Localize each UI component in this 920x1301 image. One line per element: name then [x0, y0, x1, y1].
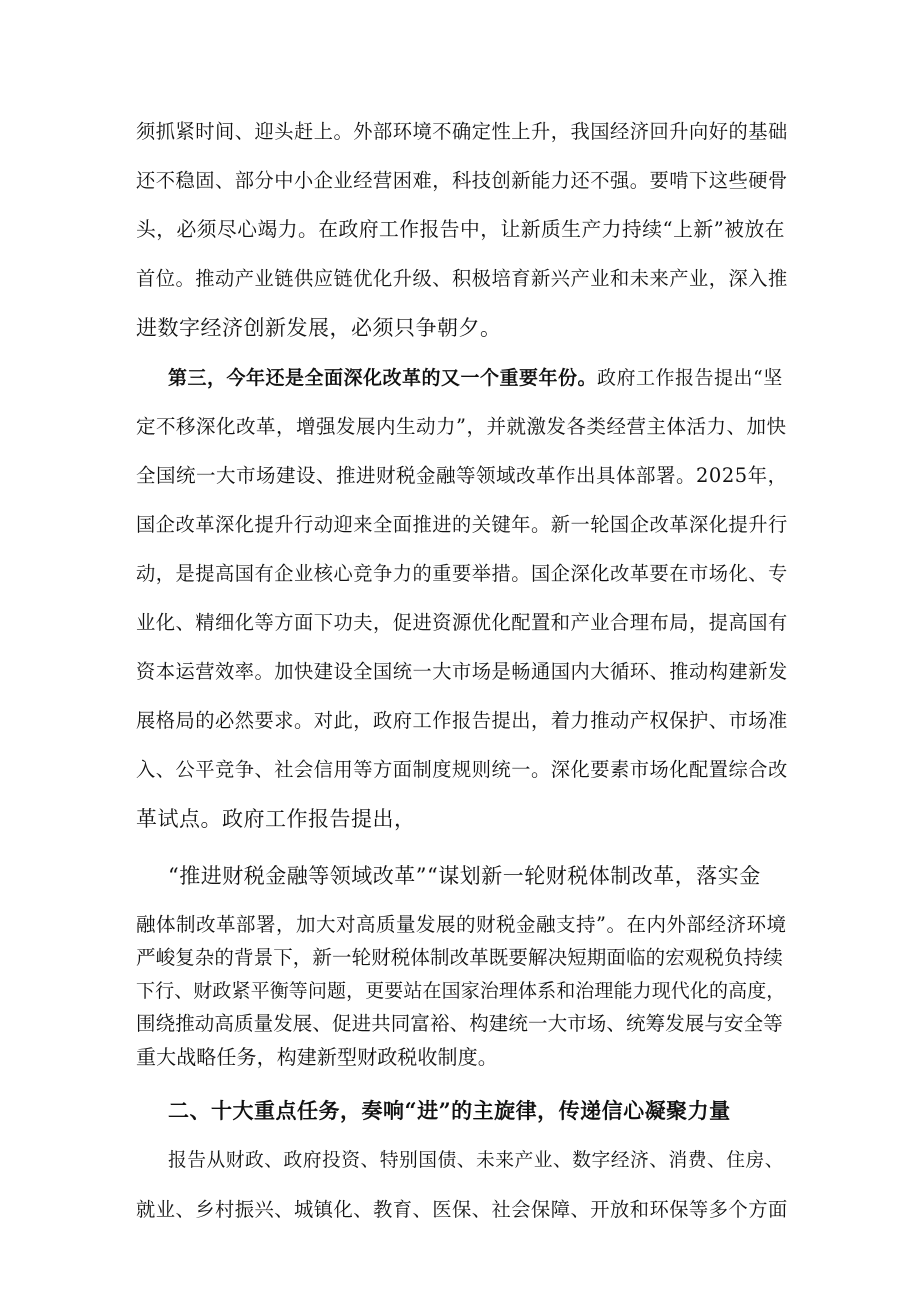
- paragraph-line: 全国统一大市场建设、推进财税金融等领域改革作出具体部署。2025年，: [136, 464, 788, 487]
- paragraph-line: 就业、乡村振兴、城镇化、教育、医保、社会保障、开放和环保等多个方面: [136, 1198, 788, 1221]
- section-heading: 二、十大重点任务，奏响“进”的主旋律，传递信心凝聚力量: [168, 1098, 731, 1123]
- paragraph-line: 进数字经济创新发展，必须只争朝夕。: [136, 316, 502, 340]
- paragraph-bold-lead: 第三，今年还是全面深化改革的又一个重要年份。: [168, 367, 598, 389]
- paragraph-line: 还不稳固、部分中小企业经营困难，科技创新能力还不强。要啃下这些硬骨: [136, 169, 788, 192]
- paragraph-line: 定不移深化改革，增强发展内生动力”，并就激发各类经营主体活力、加快: [136, 415, 787, 438]
- paragraph-line: 须抓紧时间、迎头赶上。外部环境不确定性上升，我国经济回升向好的基础: [136, 120, 788, 143]
- paragraph-line: “推进财税金融等领域改革”“谋划新一轮财税体制改革，落实金: [168, 864, 761, 888]
- paragraph-line: 动，是提高国有企业核心竞争力的重要举措。国企深化改革要在市场化、专: [136, 562, 788, 585]
- paragraph-line: 国企改革深化提升行动迎来全面推进的关键年。新一轮国企改革深化提升行: [136, 513, 788, 536]
- paragraph-line: 下行、财政紧平衡等问题，更要站在国家治理体系和治理能力现代化的高度，: [136, 980, 786, 1002]
- paragraph-line: 融体制改革部署，加大对高质量发展的财税金融支持”。在内外部经济环境: [136, 913, 787, 936]
- paragraph-line: 头，必须尽心竭力。在政府工作报告中，让新质生产力持续“上新”被放在: [136, 218, 785, 241]
- paragraph-line: 首位。推动产业链供应链优化升级、积极培育新兴产业和未来产业，深入推: [136, 267, 788, 290]
- paragraph-line: 入、公平竞争、社会信用等方面制度规则统一。深化要素市场化配置综合改: [136, 758, 788, 781]
- paragraph-lead-rest: 政府工作报告提出“坚: [597, 367, 783, 389]
- paragraph-line: 革试点。政府工作报告提出，: [136, 807, 416, 831]
- paragraph-line: 重大战略任务，构建新型财政税收制度。: [136, 1045, 498, 1069]
- paragraph-line: 资本运营效率。加快建设全国统一大市场是畅通国内大循环、推动构建新发: [136, 660, 788, 683]
- paragraph-line: 围绕推动高质量发展、促进共同富裕、构建统一大市场、统筹发展与安全等: [136, 1012, 783, 1035]
- paragraph-line: 严峻复杂的背景下，新一轮财税体制改革既要解决短期面临的宏观税负持续: [136, 946, 783, 969]
- paragraph-first-line: [168, 366, 783, 390]
- paragraph-line: 业化、精细化等方面下功夫，促进资源优化配置和产业合理布局，提高国有: [136, 611, 788, 634]
- paragraph-line: 报告从财政、政府投资、特别国债、未来产业、数字经济、消费、住房、: [168, 1150, 784, 1171]
- paragraph-line: 展格局的必然要求。对此，政府工作报告提出，着力推动产权保护、市场准: [136, 709, 788, 732]
